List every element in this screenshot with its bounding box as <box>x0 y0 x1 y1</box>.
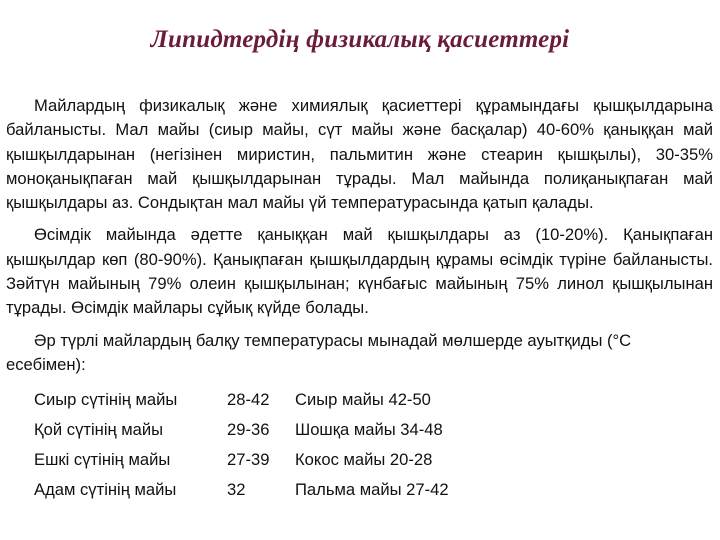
other-fat: Шошқа майы 34-48 <box>295 420 443 440</box>
milk-fat-name: Сиыр сүтінің майы <box>34 390 178 410</box>
paragraph-plant-oils: Өсімдік майында әдетте қаныққан май қышқылдары аз (10-20%). Қанықпаған қышқылдар көп (80-90%). Қанықпаған қышқылдардың құрамы өсімдік түріне байланысты. Зәйтүн майының 79% олеин қышқылынан; күнбағыс майының 75% линол қышқылынан тұрады. Өсімдік майлары сұйық күйде болады. <box>6 225 713 318</box>
melting-points-table <box>34 385 713 505</box>
other-fat: Пальма майы 27-42 <box>295 480 449 500</box>
slide-body <box>6 94 713 505</box>
table-row <box>34 475 713 505</box>
slide-title: Липидтердің физикалық қасиеттері <box>150 26 570 53</box>
milk-fat-name: Ешкі сүтінің майы <box>34 450 171 470</box>
table-row <box>34 445 713 475</box>
milk-fat-range: 32 <box>227 480 246 500</box>
milk-fat-name: Адам сүтінің майы <box>34 480 177 500</box>
milk-fat-range: 27-39 <box>227 450 270 470</box>
other-fat: Сиыр майы 42-50 <box>295 390 431 410</box>
other-fat: Кокос майы 20-28 <box>295 450 433 470</box>
paragraph-melting-intro: Әр түрлі майлардың балқу температурасы мынадай мөлшерде ауытқиды (°С есебімен): <box>6 330 632 374</box>
milk-fat-name: Қой сүтінің майы <box>34 420 164 440</box>
table-row <box>34 385 713 415</box>
table-row <box>34 415 713 445</box>
milk-fat-range: 28-42 <box>227 390 270 410</box>
paragraph-animal-fats: Майлардың физикалық және химиялық қасиеттері құрамындағы қышқылдарына байланысты. Мал майы (сиыр майы, сүт майы және басқалар) 40-60% қаныққан май қышқылдарынан (негізінен миристин, пальмитин және стеарин қышқылы), 30-35% моноқанықпаған май қышқылдарынан тұрады. Мал майында полиқанықпаған май қышқылдары аз. Сондықтан мал майы үй температурасында қатып қалады. <box>6 96 713 213</box>
milk-fat-range: 29-36 <box>227 420 270 440</box>
